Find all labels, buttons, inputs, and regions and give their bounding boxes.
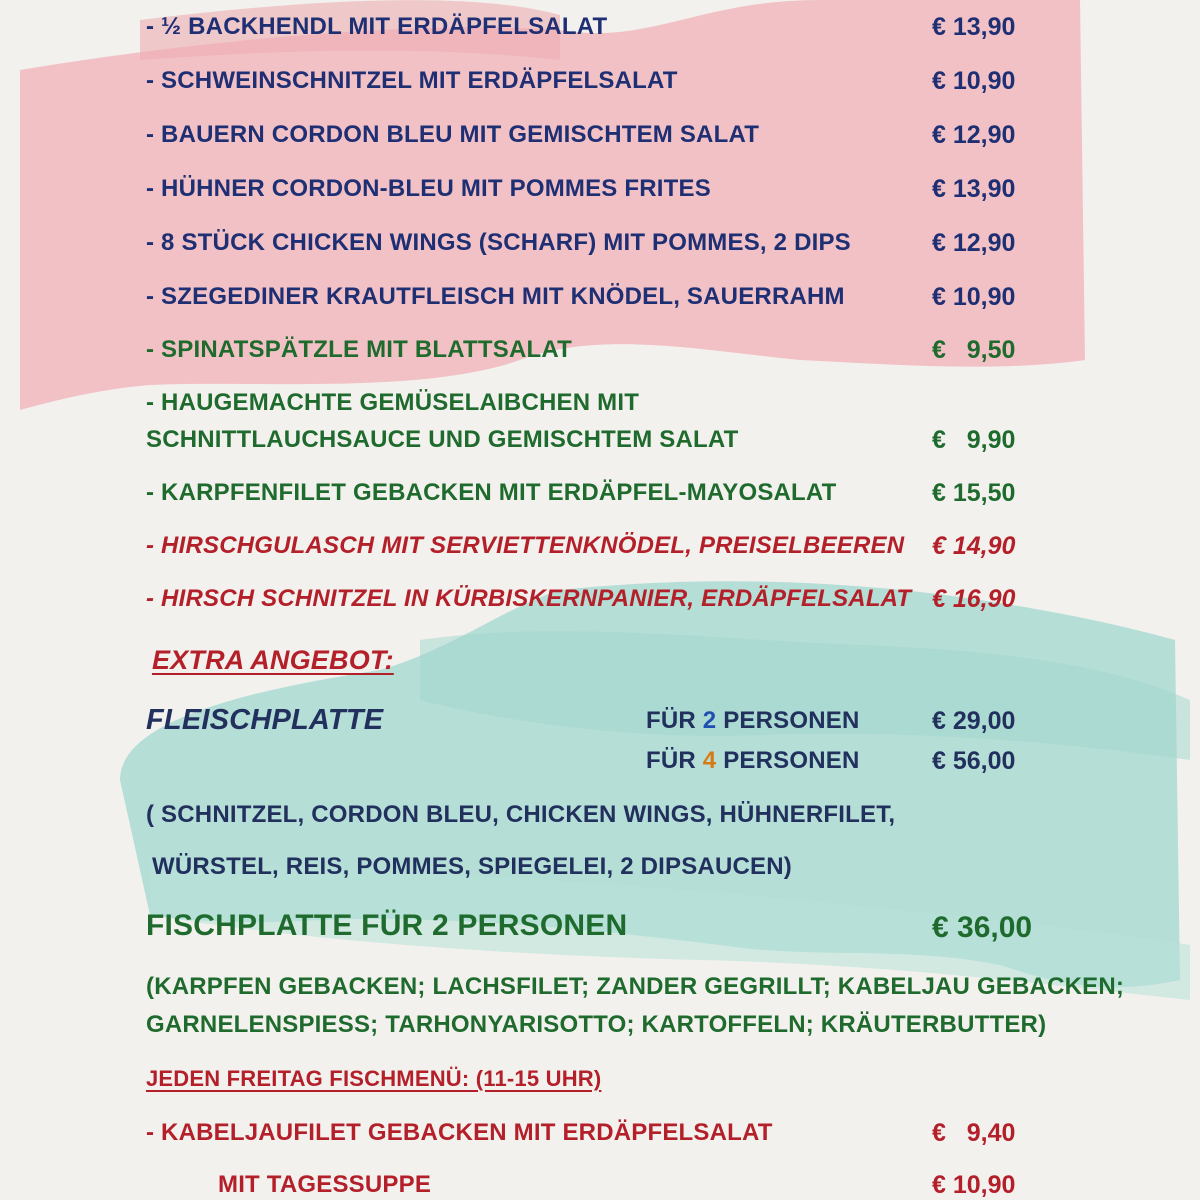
menu-item-name: - HIRSCH SCHNITZEL IN KÜRBISKERNPANIER, ERDÄPFELSALAT xyxy=(146,585,912,612)
menu-item-name: - SPINATSPÄTZLE MIT BLATTSALAT xyxy=(146,336,572,363)
menu-item-name: - 8 STÜCK CHICKEN WINGS (SCHARF) MIT POMMES, 2 DIPS xyxy=(146,229,851,256)
menu-item-name: - HÜHNER CORDON-BLEU MIT POMMES FRITES xyxy=(146,175,711,202)
option-prefix: FÜR xyxy=(646,707,703,734)
fleischplatte-price-2: € 29,00 xyxy=(932,707,1016,735)
menu-item-price: € 15,50 xyxy=(932,479,1016,507)
menu-item-price: € 9,50 xyxy=(932,336,1016,364)
menu-item-price: € 13,90 xyxy=(932,175,1016,203)
menu-item-name-line2: SCHNITTLAUCHSAUCE UND GEMISCHTEM SALAT xyxy=(146,426,739,453)
menu-item-price: € 10,90 xyxy=(932,283,1016,311)
fleischplatte-description-2: WÜRSTEL, REIS, POMMES, SPIEGELEI, 2 DIPSAUCEN) xyxy=(152,853,792,880)
fischplatte-description-2: GARNELENSPIESS; TARHONYARISOTTO; KARTOFFELN; KRÄUTERBUTTER) xyxy=(146,1011,1047,1038)
menu-item-name: - HIRSCHGULASCH MIT SERVIETTENKNÖDEL, PREISELBEEREN xyxy=(146,532,905,559)
friday-fish-heading: JEDEN FREITAG FISCHMENÜ: (11-15 UHR) xyxy=(146,1066,602,1091)
menu-item-price: € 12,90 xyxy=(932,121,1016,149)
menu-item-price: € 13,90 xyxy=(932,13,1016,41)
menu-item-price: € 9,90 xyxy=(932,426,1016,454)
friday-soup-price: € 10,90 xyxy=(932,1171,1016,1199)
option-suffix: PERSONEN xyxy=(716,707,860,734)
menu-item-price: € 14,90 xyxy=(932,532,1016,560)
persons-count: 4 xyxy=(702,747,717,774)
persons-count: 2 xyxy=(702,707,717,734)
friday-item-price: € 9,40 xyxy=(932,1119,1016,1147)
menu-item-price: € 10,90 xyxy=(932,67,1016,95)
menu-item-name-line1: - HAUGEMACHTE GEMÜSELAIBCHEN MIT xyxy=(146,389,640,416)
option-prefix: FÜR xyxy=(646,747,703,774)
menu-item-name: - BAUERN CORDON BLEU MIT GEMISCHTEM SALAT xyxy=(146,121,760,148)
fleischplatte-description-1: ( SCHNITZEL, CORDON BLEU, CHICKEN WINGS, HÜHNERFILET, xyxy=(146,801,896,828)
menu-item-name: - SCHWEINSCHNITZEL MIT ERDÄPFELSALAT xyxy=(146,67,678,94)
menu-item-name: - KARPFENFILET GEBACKEN MIT ERDÄPFEL-MAYOSALAT xyxy=(146,479,837,506)
menu-item-price: € 12,90 xyxy=(932,229,1016,257)
fischplatte-title: FISCHPLATTE FÜR 2 PERSONEN xyxy=(146,909,628,942)
fischplatte-price: € 36,00 xyxy=(932,911,1033,944)
fleischplatte-option-4 xyxy=(646,746,860,776)
option-suffix: PERSONEN xyxy=(716,747,860,774)
fleischplatte-title: FLEISCHPLATTE xyxy=(146,704,384,736)
friday-soup-name: MIT TAGESSUPPE xyxy=(218,1171,432,1198)
menu-item-name: - ½ BACKHENDL MIT ERDÄPFELSALAT xyxy=(146,13,608,40)
menu-item-name: - SZEGEDINER KRAUTFLEISCH MIT KNÖDEL, SAUERRAHM xyxy=(146,283,845,310)
fleischplatte-price-4: € 56,00 xyxy=(932,747,1016,775)
fischplatte-description-1: (KARPFEN GEBACKEN; LACHSFILET; ZANDER GEGRILLT; KABELJAU GEBACKEN; xyxy=(146,973,1125,1000)
fleischplatte-option-2 xyxy=(646,706,860,736)
extra-offer-heading: EXTRA ANGEBOT: xyxy=(152,645,394,675)
friday-item-name: - KABELJAUFILET GEBACKEN MIT ERDÄPFELSALAT xyxy=(146,1119,773,1146)
menu-item-price: € 16,90 xyxy=(932,585,1016,613)
